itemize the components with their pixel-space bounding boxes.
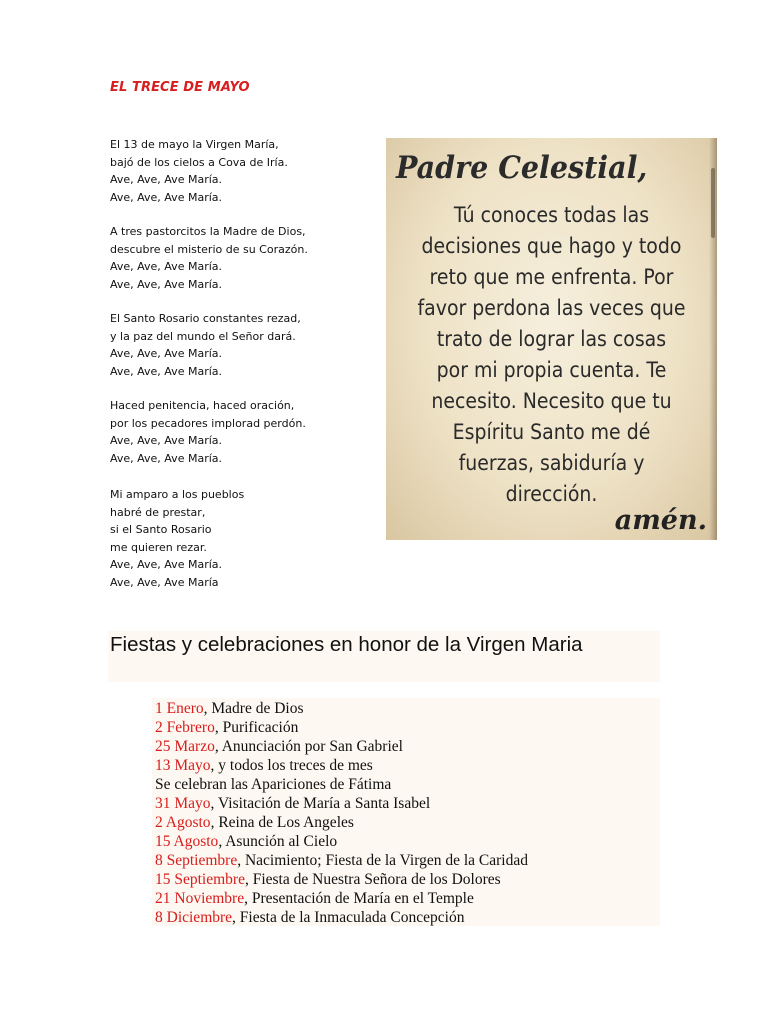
celebration-item (155, 699, 660, 718)
celebration-date: 31 Mayo (155, 795, 211, 812)
celebration-date: 15 Septiembre (155, 871, 245, 888)
celebration-text: , Asunción al Cielo (218, 833, 338, 850)
celebration-text: Se celebran las Apariciones de Fátima (155, 776, 392, 793)
poem-stanza (110, 136, 380, 206)
celebration-item (155, 851, 660, 870)
poem-line: Ave, Ave, Ave María. (110, 347, 223, 360)
prayer-image-body (386, 200, 717, 510)
celebration-date: 8 Diciembre (155, 909, 233, 926)
poem-stanza (110, 486, 380, 591)
prayer-image (386, 138, 717, 540)
poem-line: El Santo Rosario constantes rezad, (110, 312, 301, 325)
prayer-signature: amén. (614, 505, 707, 536)
prayer-line: Tú conoces todas las (453, 203, 650, 227)
image-scroll-mark (711, 168, 715, 238)
celebration-item (155, 832, 660, 851)
prayer-line: trato de lograr las cosas (436, 327, 667, 351)
poem-line: Ave, Ave, Ave María. (110, 364, 223, 378)
prayer-line: fuerzas, sabiduría y (458, 451, 645, 475)
poem-line: habré de prestar, (110, 505, 206, 519)
celebration-item (155, 889, 660, 908)
prayer-line: favor perdona las veces que (417, 296, 686, 320)
poem-line: Ave, Ave, Ave María. (110, 173, 223, 186)
prayer-line: necesito. Necesito que tu (431, 389, 672, 413)
celebration-item (155, 718, 660, 737)
celebration-date: 21 Noviembre (155, 890, 245, 907)
prayer-line: decisiones que hago y todo (421, 234, 682, 258)
celebration-text: , Nacimiento; Fiesta de la Virgen de la Caridad (237, 852, 528, 869)
celebration-item (155, 908, 660, 927)
poem-line: Ave, Ave, Ave María. (110, 434, 223, 447)
poem-line: bajó de los cielos a Cova de Iría. (110, 155, 288, 169)
celebration-date: 8 Septiembre (155, 852, 238, 869)
celebration-item (155, 775, 660, 794)
celebration-text: , Fiesta de la Inmaculada Concepción (232, 909, 465, 926)
celebration-text: , Visitación de María a Santa Isabel (210, 795, 431, 812)
poem-line: El 13 de mayo la Virgen María, (110, 138, 279, 151)
celebration-item (155, 870, 660, 889)
section-heading: Fiestas y celebraciones en honor de la Virgen Maria (108, 631, 660, 682)
page-title: EL TRECE DE MAYO (110, 80, 250, 95)
prayer-line: Espíritu Santo me dé (452, 420, 651, 444)
celebration-item (155, 794, 660, 813)
celebration-item (155, 756, 660, 775)
poem-line: A tres pastorcitos la Madre de Dios, (110, 225, 306, 238)
celebration-text: , Purificación (214, 719, 299, 736)
poem-line: me quieren rezar. (110, 540, 207, 554)
prayer-line: dirección. (505, 482, 598, 506)
poem-stanza (110, 397, 380, 467)
celebrations-list (152, 698, 660, 926)
poem-line: Ave, Ave, Ave María. (110, 277, 223, 291)
celebration-text: , y todos los treces de mes (210, 757, 373, 774)
celebration-date: 1 Enero (155, 700, 204, 717)
poem-line: Ave, Ave, Ave María. (110, 260, 223, 273)
celebration-item (155, 813, 660, 832)
poem-line: y la paz del mundo el Señor dará. (110, 329, 296, 343)
prayer-line: por mi propia cuenta. Te (436, 358, 667, 382)
poem (110, 136, 380, 608)
celebration-text: , Presentación de María en el Temple (244, 890, 474, 907)
poem-line: Ave, Ave, Ave María. (110, 558, 223, 571)
poem-line: si el Santo Rosario (110, 523, 212, 536)
celebration-date: 15 Agosto (155, 833, 219, 850)
prayer-line: reto que me enfrenta. Por (429, 265, 674, 289)
poem-line: Mi amparo a los pueblos (110, 488, 245, 501)
celebration-date: 13 Mayo (155, 757, 211, 774)
poem-line: Ave, Ave, Ave María (110, 575, 219, 589)
celebration-text: , Fiesta de Nuestra Señora de los Dolores (244, 871, 501, 888)
poem-stanza (110, 223, 380, 293)
poem-stanza (110, 310, 380, 380)
poem-line: descubre el misterio de su Corazón. (110, 242, 308, 256)
poem-line: Haced penitencia, haced oración, (110, 399, 295, 412)
prayer-image-title: Padre Celestial, (396, 150, 648, 186)
celebration-text: , Madre de Dios (203, 700, 304, 717)
celebration-text: , Anunciación por San Gabriel (214, 738, 403, 755)
celebration-date: 25 Marzo (155, 738, 215, 755)
celebration-item (155, 737, 660, 756)
celebration-text: , Reina de Los Angeles (210, 814, 354, 831)
celebration-date: 2 Agosto (155, 814, 211, 831)
poem-line: Ave, Ave, Ave María. (110, 190, 223, 204)
poem-line: Ave, Ave, Ave María. (110, 451, 223, 465)
celebration-date: 2 Febrero (155, 719, 215, 736)
poem-line: por los pecadores implorad perdón. (110, 416, 306, 430)
